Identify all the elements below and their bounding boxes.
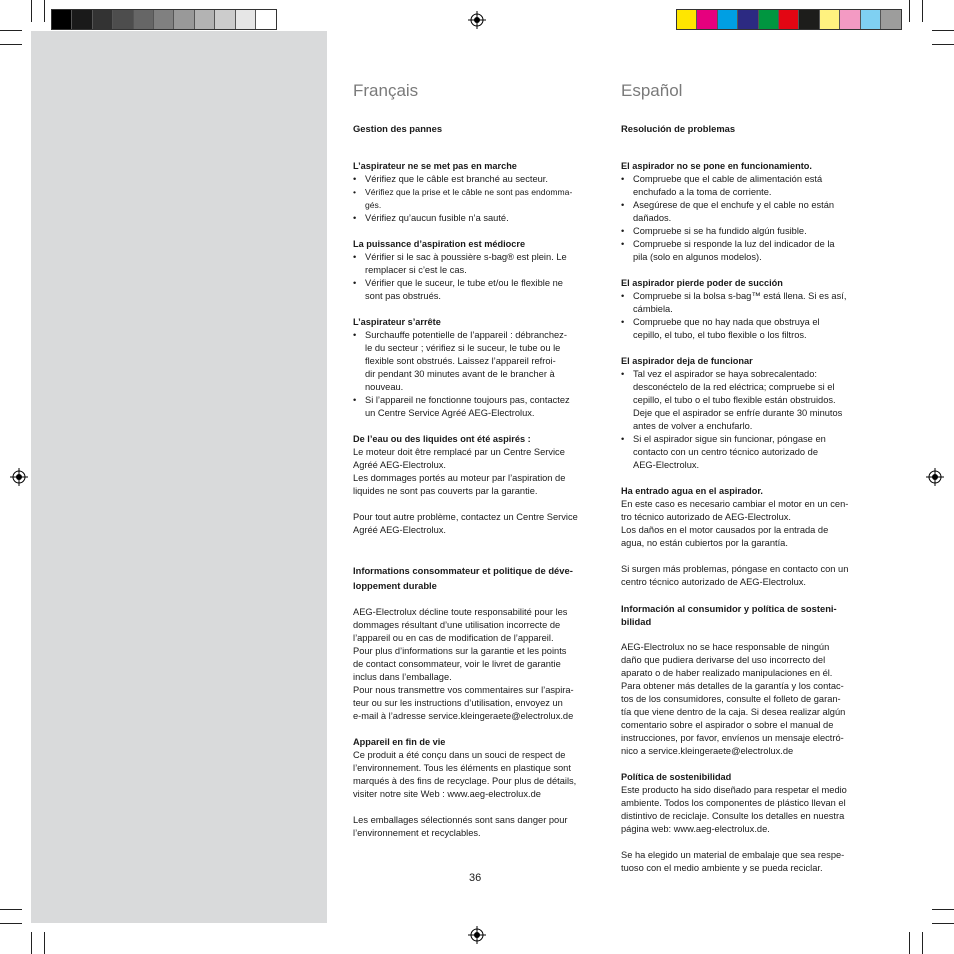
subheading: L’aspirateur ne se met pas en marche: [353, 161, 517, 171]
bullet-item: • Vérifiez que le câble est branché au secteur.: [353, 173, 601, 186]
gray-margin-panel: [31, 31, 327, 923]
bullet-list: [353, 173, 601, 225]
paragraph: Se ha elegido un material de embalaje que sea respe- tuoso con el medio ambiente y se pueda reciclar.: [621, 850, 845, 873]
bullet-item: • Compruebe si la bolsa s-bag™ está llena. Si es así, cámbiela.: [621, 290, 871, 316]
paragraph: Si surgen más problemas, póngase en contacto con un centro técnico autorizado de AEG-Electrolux.: [621, 564, 849, 587]
bullet-item: • Compruebe si responde la luz del indicador de la pila (solo en algunos modelos).: [621, 238, 871, 264]
paragraph: AEG-Electrolux décline toute responsabilité pour les dommages résultant d’une utilisation incorrecte de l’appareil ou en cas de modification de l’appareil. Pour plus d’informations sur la garantie et les points de contact consommateur, voir le livret de garantie inclus dans l’emballage. Pour nous transmettre vos commentaires sur l’aspira- teur ou sur les instructions d’utilisation, envoyez un e-mail à l’adresse service.kleingeraete@electrolux.de: [353, 607, 574, 721]
color-swatch: [236, 10, 256, 29]
bullet-item: • Vérifier que le suceur, le tube et/ou le flexible ne sont pas obstrués.: [353, 277, 601, 303]
paragraph: Este producto ha sido diseñado para respetar el medio ambiente. Todos los componentes de plástico llevan el distintivo de reciclaje. Consulte los detalles en nuestra página web: www.aeg-electrolux.de.: [621, 785, 847, 834]
registration-mark-icon: [10, 468, 28, 486]
color-swatch: [697, 10, 717, 29]
bullet-item: • Si el aspirador sigue sin funcionar, póngase en contacto con un centro técnico autorizado de AEG-Electrolux.: [621, 433, 871, 472]
bullet-list: [621, 290, 871, 342]
bullet-list: [621, 173, 871, 264]
bullet-item: • Compruebe que el cable de alimentación está enchufado a la toma de corriente.: [621, 173, 871, 199]
color-swatch: [93, 10, 113, 29]
bullet-item: • Asegúrese de que el enchufe y el cable no están dañados.: [621, 199, 871, 225]
color-swatch: [881, 10, 901, 29]
bullet-item: • Si l’appareil ne fonctionne toujours pas, contactez un Centre Service Agréé AEG-Electrolux.: [353, 394, 601, 420]
color-swatch: [256, 10, 276, 29]
subheading: El aspirador deja de funcionar: [621, 356, 753, 366]
color-swatch: [759, 10, 779, 29]
subheading: Política de sostenibilidad: [621, 772, 732, 782]
bullet-item: • Compruebe si se ha fundido algún fusible.: [621, 225, 871, 238]
subheading: De l’eau ou des liquides ont été aspirés :: [353, 434, 531, 444]
bullet-item: • Tal vez el aspirador se haya sobrecalentado: desconéctelo de la red eléctrica; compruebe si el cepillo, el tubo o el tubo flexible están obstruidos. Deje que el aspirador se enfríe durante 30 minutos antes de volver a enchufarlo.: [621, 368, 871, 433]
color-swatch: [154, 10, 174, 29]
bullet-item: • Vérifier si le sac à poussière s-bag® est plein. Le remplacer si c’est le cas.: [353, 251, 601, 277]
french-column: [353, 80, 601, 840]
color-swatch: [174, 10, 194, 29]
color-swatch: [738, 10, 758, 29]
color-swatch: [820, 10, 840, 29]
color-swatch: [52, 10, 72, 29]
bullet-item: • Vérifiez qu’aucun fusible n’a sauté.: [353, 212, 601, 225]
spanish-column: [621, 80, 871, 875]
registration-mark-icon: [926, 468, 944, 486]
color-swatch: [861, 10, 881, 29]
paragraph: Pour tout autre problème, contactez un Centre Service Agréé AEG-Electrolux.: [353, 512, 578, 535]
bullet-list: [353, 251, 601, 303]
color-swatch: [718, 10, 738, 29]
subheading: El aspirador no se pone en funcionamiento.: [621, 161, 812, 171]
language-title-es: Español: [621, 81, 683, 100]
color-swatch: [677, 10, 697, 29]
bullet-list: [353, 329, 601, 420]
page-number: 36: [469, 872, 482, 884]
section-title: Resolución de problemas: [621, 123, 736, 134]
subheading: Appareil en fin de vie: [353, 737, 446, 747]
paragraph: Ce produit a été conçu dans un souci de respect de l’environnement. Tous les éléments en plastique sont marqués à des fins de recyclage. Pour plus de détails, visiter notre site Web : www.aeg-electrolux.de: [353, 750, 577, 799]
grayscale-color-bar: [51, 9, 277, 30]
section-title: Informations consommateur et politique de déve- loppement durable: [353, 565, 573, 591]
language-title-fr: Français: [353, 81, 419, 100]
section-title: Gestion des pannes: [353, 123, 443, 134]
color-swatch: [72, 10, 92, 29]
subheading: L’aspirateur s’arrête: [353, 317, 441, 327]
paragraph: Le moteur doit être remplacé par un Centre Service Agréé AEG-Electrolux. Les dommages portés au moteur par l’aspiration de liquides ne sont pas couverts par la garantie.: [353, 447, 566, 496]
section-title: Información al consumidor y política de sosteni- bilidad: [621, 603, 837, 627]
color-swatch: [215, 10, 235, 29]
color-swatch: [779, 10, 799, 29]
color-swatch: [134, 10, 154, 29]
subheading: La puissance d’aspiration est médiocre: [353, 239, 526, 249]
paragraph: Les emballages sélectionnés sont sans danger pour l’environnement et recyclables.: [353, 815, 568, 838]
color-swatch: [195, 10, 215, 29]
bullet-item: • Compruebe que no hay nada que obstruya el cepillo, el tubo, el tubo flexible o los filtros.: [621, 316, 871, 342]
bullet-item: • Surchauffe potentielle de l’appareil : débranchez- le du secteur ; vérifiez si le suceur, le tube ou le flexible sont obstrués. Laissez l’appareil refroi- dir pendant 30 minutes avant de le brancher à nouveau.: [353, 329, 601, 394]
color-swatch: [113, 10, 133, 29]
color-swatch: [799, 10, 819, 29]
registration-mark-icon: [468, 926, 486, 944]
bullet-item: • Vérifiez que la prise et le câble ne sont pas endomma- gés.: [353, 186, 601, 212]
process-color-bar: [676, 9, 902, 30]
subheading: El aspirador pierde poder de succión: [621, 278, 783, 288]
subheading: Ha entrado agua en el aspirador.: [621, 486, 763, 496]
paragraph: En este caso es necesario cambiar el motor en un cen- tro técnico autorizado de AEG-Electrolux. Los daños en el motor causados por la entrada de agua, no están cubiertos por la garantía.: [621, 499, 849, 548]
registration-mark-icon: [468, 11, 486, 29]
color-swatch: [840, 10, 860, 29]
paragraph: AEG-Electrolux no se hace responsable de ningún daño que pudiera derivarse del uso incorrecto del aparato o de haber realizado manipulaciones en él. Para obtener más detalles de la garantía y los contac- tos de los consumidores, consulte el folleto de garan- tía que viene dentro de la caja. Si desea realizar algún comentario sobre el aspirador o sobre el manual de instrucciones, por favor, envíenos un mensaje electró- nico a service.kleingeraete@electrolux.de: [621, 642, 846, 756]
bullet-list: [621, 368, 871, 472]
